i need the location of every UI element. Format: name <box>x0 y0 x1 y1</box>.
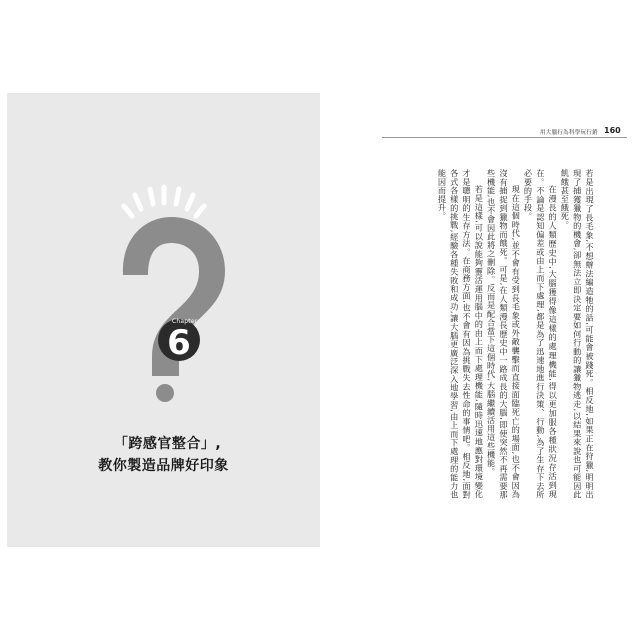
paragraph: 若是這樣,可以說能夠靈活運用腦中的由上而下處理機能,隨時迅速地應對環境變化才是聰明的生存方法。在商務方面,也不會有因為挑戰失去性命的事情吧。相反地,面對各式各樣的挑戰,經驗各種失敗和成功,讓大腦更廣泛深入地學習,由上而下處理的能力也能因而提升。 <box>437 169 485 499</box>
running-header: 用大腦行為科學玩行銷 <box>539 130 598 136</box>
chapter-title-line-1: 「跨感官整合」, <box>113 436 222 452</box>
text-page <box>330 93 633 547</box>
paragraph: 在漫長的人類歷史中,大腦獲得像這樣的處理機能,得以更加服各種狀況存活到現在。不論是認知偏差或由上而下處理,都是為了迅速地進行決策、行動,為了生存下去所必要的手段。 <box>523 169 559 499</box>
question-mark-graphic <box>7 93 320 547</box>
paragraph: 現在這個時代,並不會有受到長毛象或外敵襲擊而直接面臨死亡的場面,也不會因為沒有捕捉到獵物而餓死。可是,在人類漫長歷史中一路成長的大腦,即使突然不再需要那些機能,也不會因此將之刪除。反而是配合當下這個時代,大腦繼續活用這些機能。 <box>486 169 522 499</box>
paragraph: 若是出現了長毛象,不想辦法編造牠的話,可能會被踐死。相反地,如果正在狩獵,明明出現了捕獲獵物的機會,卻無法立即決定要如何行動的讓獵物逃走,以結果來說也可能因此飢餓甚至餓死。 <box>560 169 595 499</box>
chapter-number: 6 <box>167 323 191 363</box>
body-text <box>383 169 596 499</box>
header-divider <box>382 137 627 138</box>
chapter-opener-page <box>7 93 320 547</box>
chapter-label: Chapter <box>172 318 198 325</box>
chapter-title-line-2: 教你製造品牌好印象 <box>98 458 229 474</box>
page-number: 160 <box>604 126 621 135</box>
